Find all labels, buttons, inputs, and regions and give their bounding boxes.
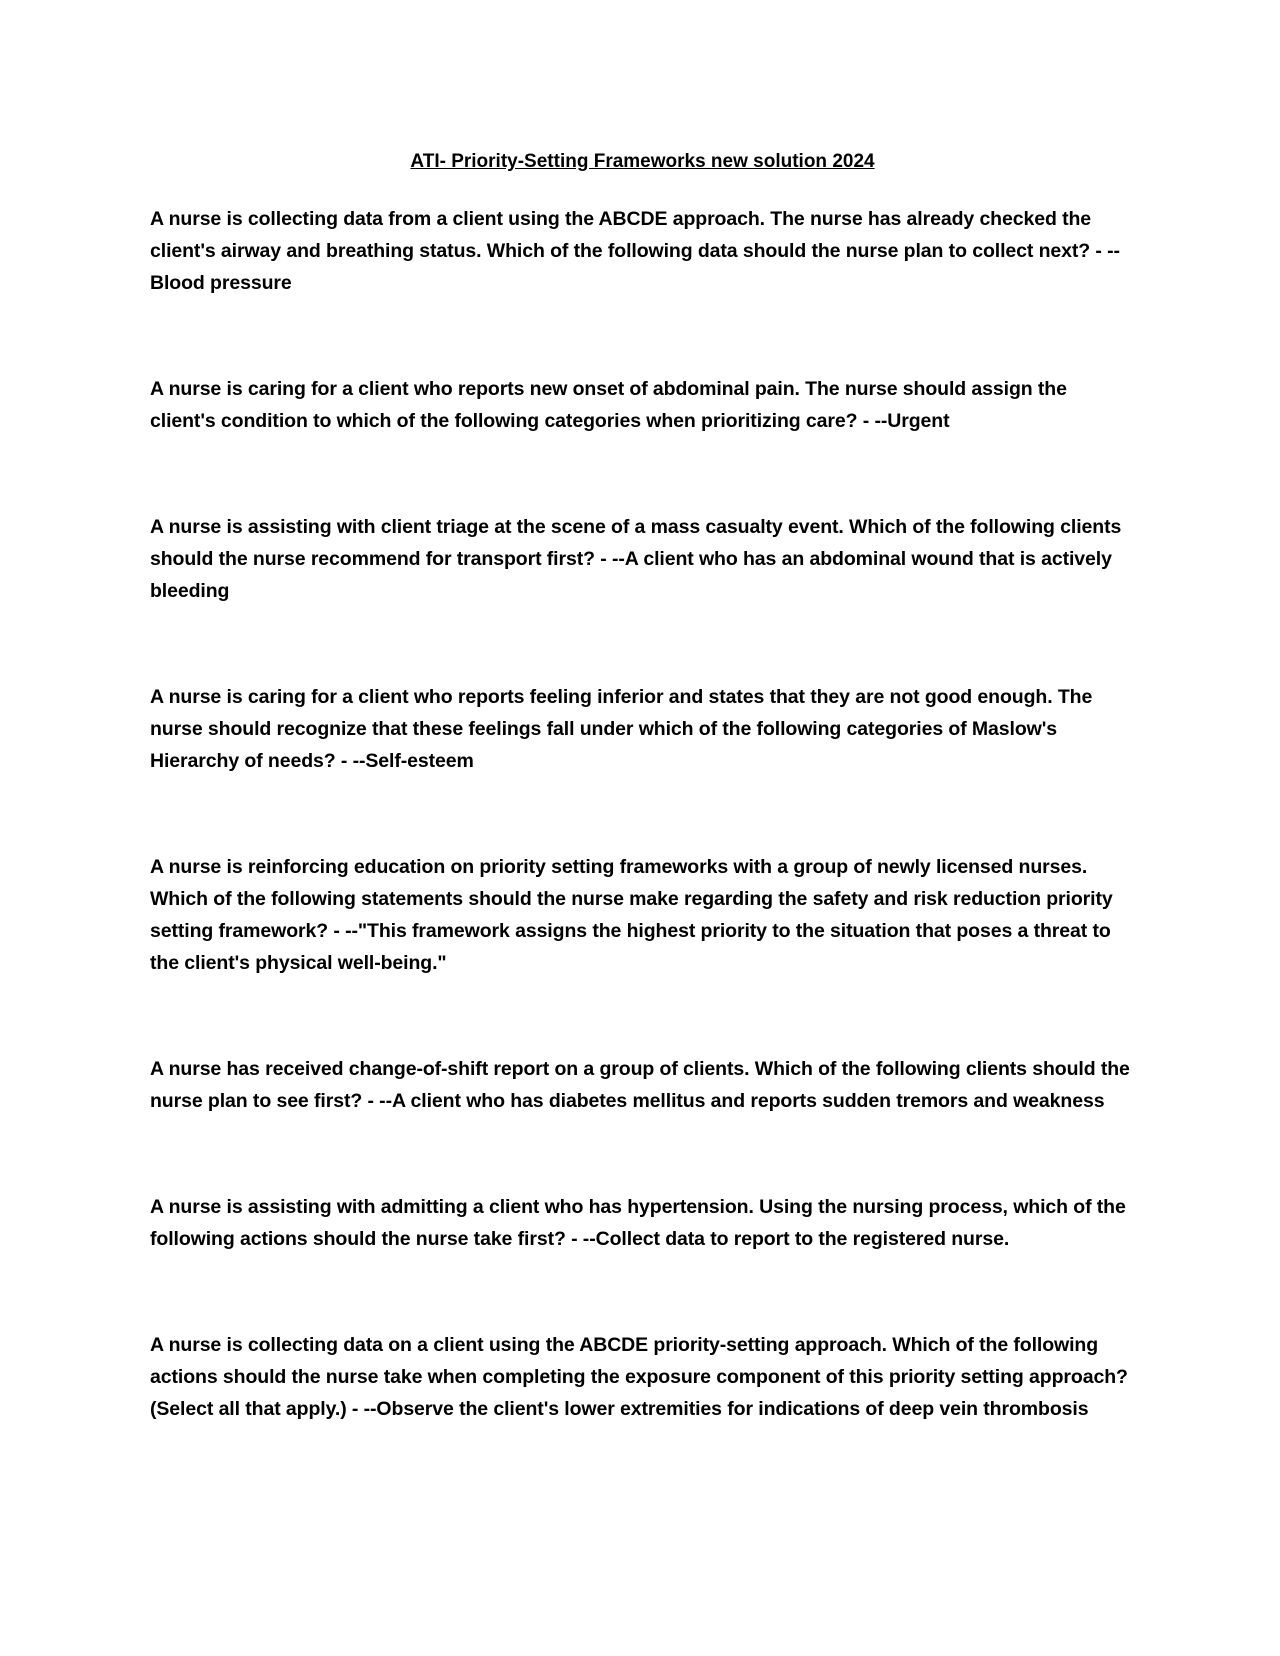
question-answer-7: A nurse is assisting with admitting a client who has hypertension. Using the nursing process, which of the following actions should the nurse take first? - --Collect data to report to the registered nurse. xyxy=(150,1196,1126,1250)
question-answer-8: A nurse is collecting data on a client using the ABCDE priority-setting approach. Which of the following actions should the nurse take when completing the exposure component of this priority setting approach? (Select all that apply.) - --Observe the client's lower extremities for indications of deep vein thrombosis xyxy=(150,1334,1128,1420)
question-answer-6: A nurse has received change-of-shift report on a group of clients. Which of the following clients should the nurse plan to see first? - --A client who has diabetes mellitus and reports sudden tremors and weakness xyxy=(150,1058,1130,1112)
document-page xyxy=(150,146,1135,1425)
question-answer-1: A nurse is collecting data from a client using the ABCDE approach. The nurse has already checked the client's airway and breathing status. Which of the following data should the nurse plan to collect next? - --Blood pressure xyxy=(150,208,1120,294)
question-answer-5: A nurse is reinforcing education on priority setting frameworks with a group of newly licensed nurses. Which of the following statements should the nurse make regarding the safety and risk reduction priority setting framework? - --"This framework assigns the highest priority to the situation that poses a threat to the client's physical well-being." xyxy=(150,856,1113,974)
page-title: ATI- Priority-Setting Frameworks new solution 2024 xyxy=(410,151,875,172)
question-answer-2: A nurse is caring for a client who reports new onset of abdominal pain. The nurse should assign the client's condition to which of the following categories when prioritizing care? - --Urgent xyxy=(150,378,1067,432)
question-answer-3: A nurse is assisting with client triage at the scene of a mass casualty event. Which of the following clients should the nurse recommend for transport first? - --A client who has an abdominal wound that is actively bleeding xyxy=(150,516,1122,602)
question-answer-4: A nurse is caring for a client who reports feeling inferior and states that they are not good enough. The nurse should recognize that these feelings fall under which of the following categories of Maslow's Hierarchy of needs? - --Self-esteem xyxy=(150,686,1093,772)
